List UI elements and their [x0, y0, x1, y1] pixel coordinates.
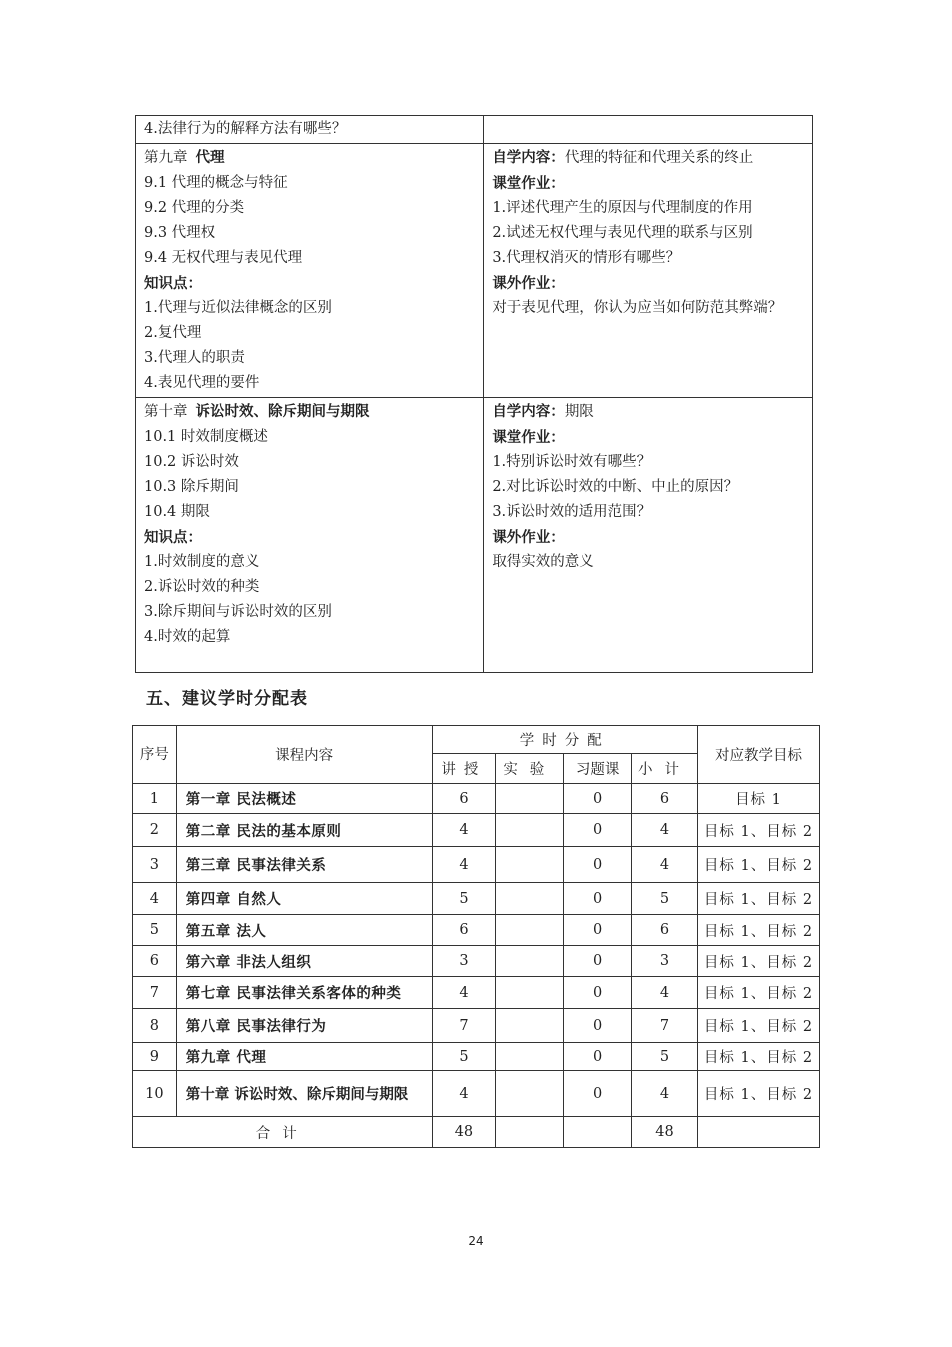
class-homework-label: 课堂作业：	[492, 175, 565, 192]
row-exercise: 0	[564, 1071, 632, 1117]
header-seq: 序号	[133, 726, 177, 784]
row-subtotal: 5	[632, 1043, 698, 1071]
section-item: 9.2 代理的分类	[144, 200, 245, 216]
row-lecture: 4	[432, 977, 496, 1009]
table-row	[133, 847, 820, 883]
chapter10-assignments	[484, 398, 813, 673]
row-subtotal: 4	[632, 1071, 698, 1117]
row-exercise: 0	[564, 1009, 632, 1043]
knowledge-point: 3.除斥期间与诉讼时效的区别	[144, 604, 332, 620]
header-lecture: 讲授	[432, 754, 496, 784]
empty-cell	[484, 116, 813, 144]
knowledge-point: 3.代理人的职责	[144, 350, 245, 366]
row-experiment	[496, 977, 564, 1009]
row-seq: 3	[133, 847, 177, 883]
row-goal: 目标 1	[697, 784, 819, 814]
row-experiment	[496, 814, 564, 847]
row-exercise: 0	[564, 847, 632, 883]
section-item: 10.1 时效制度概述	[144, 429, 268, 445]
header-exercise: 习题课	[564, 754, 632, 784]
row-exercise: 0	[564, 977, 632, 1009]
table-row	[133, 977, 820, 1009]
class-homework-item: 2.试述无权代理与表见代理的联系与区别	[492, 225, 753, 241]
extra-homework: 取得实效的意义	[492, 554, 594, 570]
row-lecture: 4	[432, 814, 496, 847]
class-homework-label: 课堂作业：	[492, 429, 565, 446]
chapter9-outline	[136, 144, 484, 398]
row-subtotal: 6	[632, 784, 698, 814]
row-subtotal: 4	[632, 847, 698, 883]
row-subtotal: 4	[632, 977, 698, 1009]
total-lecture: 48	[432, 1117, 496, 1148]
row-experiment	[496, 1071, 564, 1117]
row-chapter: 第七章 民事法律关系客体的种类	[176, 977, 432, 1009]
row-chapter: 第四章 自然人	[176, 883, 432, 915]
row-lecture: 6	[432, 784, 496, 814]
table-row	[133, 915, 820, 946]
extra-homework-label: 课外作业：	[492, 275, 565, 292]
carryover-question-cell	[136, 116, 484, 144]
row-chapter: 第五章 法人	[176, 915, 432, 946]
row-chapter: 第三章 民事法律关系	[176, 847, 432, 883]
row-lecture: 5	[432, 1043, 496, 1071]
row-goal: 目标 1、目标 2	[697, 814, 819, 847]
table-row	[133, 883, 820, 915]
class-homework-item: 3.诉讼时效的适用范围？	[492, 504, 652, 520]
row-seq: 8	[133, 1009, 177, 1043]
row-subtotal: 7	[632, 1009, 698, 1043]
row-lecture: 4	[432, 1071, 496, 1117]
row-subtotal: 3	[632, 946, 698, 977]
section-item: 10.2 诉讼时效	[144, 454, 239, 470]
header-content: 课程内容	[176, 726, 432, 784]
section-item: 9.4 无权代理与表见代理	[144, 250, 303, 266]
section-item: 9.3 代理权	[144, 225, 216, 241]
section-item: 9.1 代理的概念与特征	[144, 175, 288, 191]
section-item: 10.4 期限	[144, 504, 210, 520]
total-exercise	[564, 1117, 632, 1148]
row-experiment	[496, 946, 564, 977]
table-row	[133, 946, 820, 977]
row-seq: 1	[133, 784, 177, 814]
total-experiment	[496, 1117, 564, 1148]
row-subtotal: 4	[632, 814, 698, 847]
total-subtotal: 48	[632, 1117, 698, 1148]
row-chapter: 第二章 民法的基本原则	[176, 814, 432, 847]
total-row	[133, 1117, 820, 1148]
class-homework-item: 3.代理权消灭的情形有哪些？	[492, 250, 681, 266]
row-lecture: 7	[432, 1009, 496, 1043]
extra-homework-label: 课外作业：	[492, 529, 565, 546]
row-experiment	[496, 784, 564, 814]
table-row	[133, 1071, 820, 1117]
page-number: 24	[468, 1234, 484, 1248]
table-row	[133, 784, 820, 814]
chapter9-assignments	[484, 144, 813, 398]
knowledge-point: 2.诉讼时效的种类	[144, 579, 260, 595]
row-chapter: 第十章 诉讼时效、除斥期间与期限	[176, 1071, 432, 1117]
row-exercise: 0	[564, 946, 632, 977]
row-experiment	[496, 883, 564, 915]
row-chapter: 第八章 民事法律行为	[176, 1009, 432, 1043]
header-goal: 对应教学目标	[697, 726, 819, 784]
class-homework-item: 2.对比诉讼时效的中断、中止的原因？	[492, 479, 739, 495]
row-goal: 目标 1、目标 2	[697, 883, 819, 915]
chapter10-title: 第十章 诉讼时效、除斥期间与期限	[144, 403, 370, 420]
row-goal: 目标 1、目标 2	[697, 1043, 819, 1071]
knowledge-point: 2.复代理	[144, 325, 202, 341]
row-goal: 目标 1、目标 2	[697, 847, 819, 883]
row-seq: 10	[133, 1071, 177, 1117]
row-experiment	[496, 1009, 564, 1043]
row-seq: 6	[133, 946, 177, 977]
row-subtotal: 6	[632, 915, 698, 946]
header-experiment: 实验	[496, 754, 564, 784]
self-study: 自学内容：期限	[492, 403, 594, 420]
carryover-question: 4.法律行为的解释方法有哪些？	[144, 121, 347, 137]
row-lecture: 4	[432, 847, 496, 883]
total-label: 合计	[133, 1117, 433, 1148]
header-allocation: 学时分配	[432, 726, 697, 754]
content-table	[135, 115, 813, 673]
table-row	[133, 814, 820, 847]
row-exercise: 0	[564, 915, 632, 946]
knowledge-points-label: 知识点：	[144, 275, 202, 292]
class-homework-item: 1.特别诉讼时效有哪些？	[492, 454, 652, 470]
knowledge-points-label: 知识点：	[144, 529, 202, 546]
class-homework-item: 1.评述代理产生的原因与代理制度的作用	[492, 200, 753, 216]
hours-allocation-table	[132, 725, 820, 1148]
knowledge-point: 1.代理与近似法律概念的区别	[144, 300, 332, 316]
total-goal	[697, 1117, 819, 1148]
row-experiment	[496, 915, 564, 946]
row-seq: 7	[133, 977, 177, 1009]
self-study: 自学内容：代理的特征和代理关系的终止	[492, 149, 754, 166]
chapter9-title: 第九章 代理	[144, 149, 225, 166]
row-lecture: 3	[432, 946, 496, 977]
row-exercise: 0	[564, 814, 632, 847]
section-item: 10.3 除斥期间	[144, 479, 239, 495]
row-lecture: 5	[432, 883, 496, 915]
row-seq: 4	[133, 883, 177, 915]
section-heading: 五、建议学时分配表	[146, 689, 308, 709]
row-subtotal: 5	[632, 883, 698, 915]
row-goal: 目标 1、目标 2	[697, 1009, 819, 1043]
row-chapter: 第九章 代理	[176, 1043, 432, 1071]
knowledge-point: 4.表见代理的要件	[144, 375, 260, 391]
extra-homework: 对于表见代理，你认为应当如何防范其弊端？	[492, 300, 783, 316]
table-row	[133, 1043, 820, 1071]
row-seq: 2	[133, 814, 177, 847]
header-subtotal: 小计	[632, 754, 698, 784]
row-exercise: 0	[564, 883, 632, 915]
row-chapter: 第一章 民法概述	[176, 784, 432, 814]
row-seq: 9	[133, 1043, 177, 1071]
table-row	[133, 1009, 820, 1043]
row-experiment	[496, 1043, 564, 1071]
chapter10-outline	[136, 398, 484, 673]
row-goal: 目标 1、目标 2	[697, 915, 819, 946]
knowledge-point: 4.时效的起算	[144, 629, 231, 645]
row-lecture: 6	[432, 915, 496, 946]
row-chapter: 第六章 非法人组织	[176, 946, 432, 977]
row-experiment	[496, 847, 564, 883]
knowledge-point: 1.时效制度的意义	[144, 554, 260, 570]
row-goal: 目标 1、目标 2	[697, 977, 819, 1009]
row-goal: 目标 1、目标 2	[697, 1071, 819, 1117]
row-exercise: 0	[564, 1043, 632, 1071]
row-exercise: 0	[564, 784, 632, 814]
row-seq: 5	[133, 915, 177, 946]
row-goal: 目标 1、目标 2	[697, 946, 819, 977]
